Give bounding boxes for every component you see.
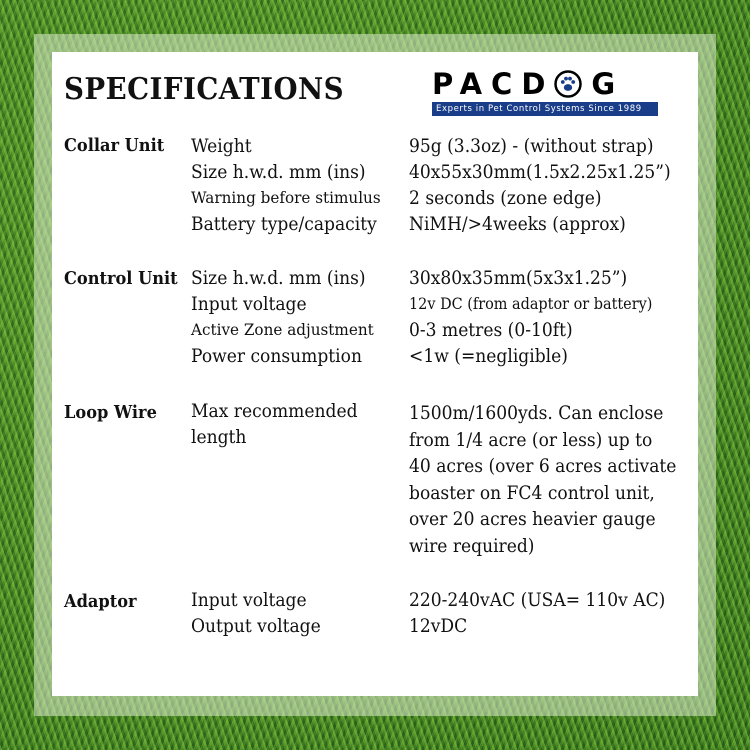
spec-label: Power consumption xyxy=(191,345,362,367)
spec-value: 12v DC (from adaptor or battery) xyxy=(409,295,653,313)
loop-wire-description xyxy=(409,400,679,559)
spec-value: 0-3 metres (0-10ft) xyxy=(409,319,573,341)
spec-value: 30x80x35mm(5x3x1.25”) xyxy=(409,267,628,289)
description-line: boaster on FC4 control unit, xyxy=(409,481,655,504)
spec-value: 95g (3.3oz) - (without strap) xyxy=(409,135,654,157)
logo-word-left: PACD xyxy=(432,67,555,101)
spec-row xyxy=(52,160,698,186)
spec-value: NiMH/>4weeks (approx) xyxy=(409,213,626,235)
spec-row xyxy=(52,212,698,238)
spec-value: 220-240vAC (USA= 110v AC) xyxy=(409,589,666,611)
description-line: 1500m/1600yds. Can enclose xyxy=(409,402,664,424)
spec-value: 40x55x30mm(1.5x2.25x1.25”) xyxy=(409,161,671,183)
spec-row xyxy=(52,344,698,370)
section-collar-unit: Collar Unit xyxy=(64,135,165,156)
spec-row xyxy=(52,266,698,292)
spec-label: Battery type/capacity xyxy=(191,213,377,235)
description-line: from 1/4 acre (or less) up to xyxy=(409,428,653,451)
spec-label: Size h.w.d. mm (ins) xyxy=(191,267,366,289)
page-title: SPECIFICATIONS xyxy=(64,72,345,107)
description-line: over 20 acres heavier gauge xyxy=(409,508,656,530)
spec-row xyxy=(52,614,698,640)
spec-value: <1w (=negligible) xyxy=(409,345,568,367)
spec-label: Output voltage xyxy=(191,615,321,637)
spec-row xyxy=(52,134,698,160)
specifications-card xyxy=(52,52,698,696)
section-control-unit: Control Unit xyxy=(64,268,178,289)
description-line: wire required) xyxy=(409,534,535,557)
section-loop-wire: Loop Wire xyxy=(64,402,157,423)
spec-label: length xyxy=(191,426,247,448)
spec-label: Input voltage xyxy=(191,293,307,315)
spec-label: Warning before stimulus xyxy=(191,188,381,207)
logo-word-right: G xyxy=(591,67,625,101)
spec-value: 12vDC xyxy=(409,615,468,637)
spec-row xyxy=(52,588,698,614)
logo-tagline: Experts in Pet Control Systems Since 1989 xyxy=(432,102,658,116)
spec-label: Input voltage xyxy=(191,589,307,611)
spec-row xyxy=(52,186,698,212)
description-line: 40 acres (over 6 acres activate xyxy=(409,455,677,477)
spec-label: Size h.w.d. mm (ins) xyxy=(191,161,366,183)
spec-row xyxy=(52,292,698,318)
spec-row xyxy=(52,318,698,344)
spec-value: 2 seconds (zone edge) xyxy=(409,187,602,209)
spec-label: Weight xyxy=(191,135,252,157)
spec-label: Max recommended xyxy=(191,400,358,422)
spec-table xyxy=(52,52,698,696)
section-adaptor: Adaptor xyxy=(64,591,137,612)
spec-label: Active Zone adjustment xyxy=(191,320,374,339)
